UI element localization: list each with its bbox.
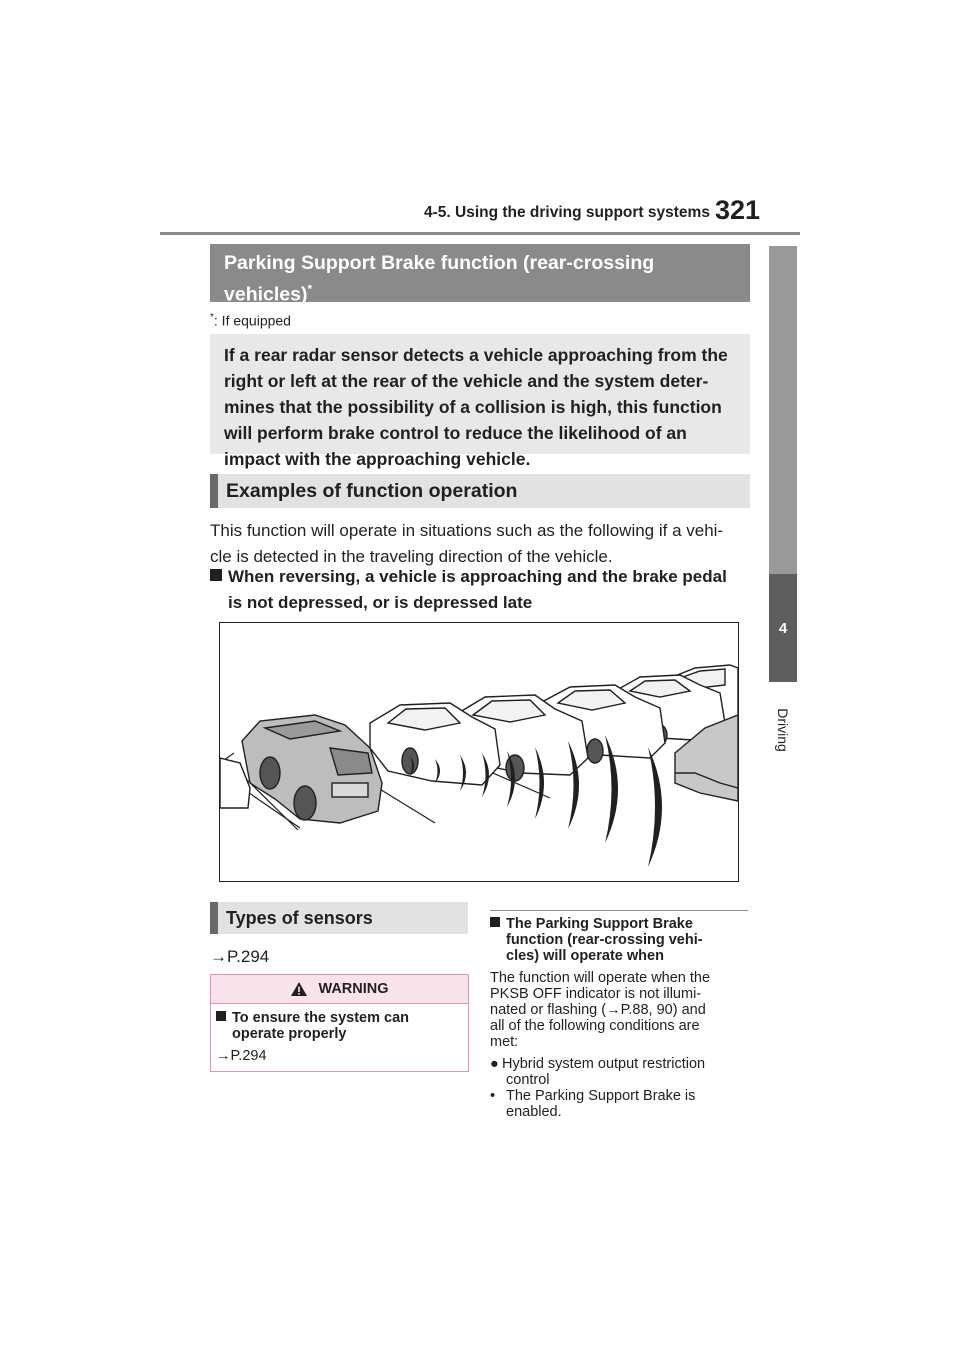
arrow-icon: → — [606, 1002, 621, 1018]
conditions-heading — [490, 916, 748, 964]
main-heading — [210, 244, 750, 306]
conditions-heading-line1: The Parking Support Brake — [506, 916, 693, 932]
intro-line: If a rear radar sensor detects a vehicle approaching from the — [224, 345, 728, 365]
warning-ref-text: P.294 — [230, 1048, 267, 1064]
examples-body-line: This function will operate in situations such as the following if a vehi- — [210, 521, 724, 540]
sensors-ref[interactable] — [210, 944, 269, 970]
side-tab-strip — [769, 246, 797, 574]
example-bullet-line2: is not depressed, or is depressed late — [228, 593, 533, 612]
chapter-label: Driving — [775, 708, 791, 752]
conditions-ref[interactable]: P.88, 90) and — [620, 1002, 706, 1018]
warning-header — [210, 974, 469, 1004]
header-rule — [160, 232, 800, 235]
main-heading-line2: vehicles) — [224, 283, 308, 306]
circle-bullet-icon: ● — [490, 1056, 499, 1072]
arrow-icon: → — [210, 947, 227, 966]
footnote-mark: * — [307, 282, 313, 296]
condition-item-2 — [490, 1088, 750, 1120]
dot-bullet-icon: • — [490, 1088, 496, 1104]
intro-line: mines that the possibility of a collision is high, this function — [224, 397, 722, 417]
examples-body-line: cle is detected in the traveling direction of the vehicle. — [210, 547, 613, 566]
section-title: 4-5. Using the driving support systems — [424, 204, 710, 221]
chapter-tab — [769, 574, 797, 682]
chapter-label-wrap — [763, 690, 803, 770]
main-heading-line1: Parking Support Brake function (rear-crossing — [224, 252, 655, 274]
warning-heading — [216, 1010, 466, 1042]
sensors-heading — [210, 902, 468, 934]
condition-item-1-line1: Hybrid system output restriction — [502, 1056, 706, 1072]
sensors-ref-text: P.294 — [227, 947, 270, 966]
intro-box — [210, 334, 750, 469]
warning-heading-line2: operate properly — [232, 1026, 347, 1042]
footnote-mark-small: * — [210, 312, 214, 323]
conditions-heading-line3: cles) will operate when — [506, 948, 664, 964]
example-bullet-line1: When reversing, a vehicle is approaching and the brake pedal — [228, 567, 727, 586]
condition-item-1-line2: control — [506, 1072, 550, 1088]
chapter-number: 4 — [778, 619, 788, 637]
left-parked-car — [220, 758, 250, 808]
parking-illustration — [220, 623, 738, 881]
conditions-heading-line2: function (rear-crossing vehi- — [506, 932, 703, 948]
intro-line: right or left at the rear of the vehicle and the system deter- — [224, 371, 709, 391]
bullet-square-icon — [490, 917, 500, 927]
column-rule — [490, 910, 748, 911]
bullet-square-icon — [210, 569, 222, 581]
illustration-frame — [219, 622, 739, 882]
examples-heading — [210, 474, 750, 508]
bullet-square-icon — [216, 1011, 226, 1021]
warning-title: WARNING — [318, 981, 389, 997]
footnote-text: : If equipped — [213, 312, 291, 329]
conditions-body-line: The function will operate when the — [490, 970, 711, 986]
main-heading-line2-wrap — [224, 276, 736, 308]
conditions-body-line: PKSB OFF indicator is not illumi- — [490, 986, 702, 1002]
intro-line: will perform brake control to reduce the likelihood of an — [224, 423, 687, 443]
condition-item-1 — [490, 1056, 750, 1088]
arrow-icon: → — [216, 1048, 231, 1064]
warning-ref[interactable] — [216, 1048, 267, 1064]
conditions-body-line3: nated or flashing (→P.88, 90) and — [490, 1002, 706, 1018]
warning-triangle-icon — [290, 981, 308, 997]
examples-heading-text: Examples of function operation — [226, 479, 518, 502]
examples-body — [210, 518, 755, 570]
conditions-body-line: met: — [490, 1034, 519, 1050]
reversing-suv — [242, 715, 382, 823]
warning-heading-line1: To ensure the system can — [232, 1010, 410, 1026]
condition-item-2-line2: enabled. — [506, 1104, 562, 1120]
footnote — [210, 312, 291, 329]
example-bullet — [210, 564, 755, 616]
conditions-body-line: all of the following conditions are — [490, 1018, 700, 1034]
sensors-heading-text: Types of sensors — [226, 907, 373, 928]
conditions-body — [490, 970, 750, 1050]
page-number: 321 — [715, 195, 761, 225]
condition-item-2-line1: The Parking Support Brake is — [506, 1088, 696, 1104]
intro-line: impact with the approaching vehicle. — [224, 449, 531, 469]
